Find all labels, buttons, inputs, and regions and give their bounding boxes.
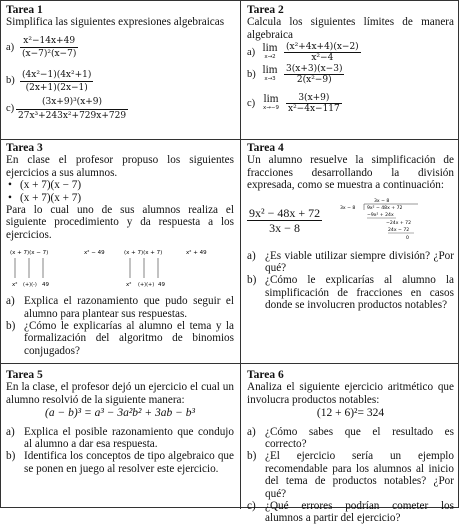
quotient: 3x − 8 <box>374 198 390 204</box>
task-3 <box>6 142 234 357</box>
task-6-question-a <box>247 426 454 451</box>
task-5-question-a <box>6 426 234 451</box>
question-label: b) <box>247 274 257 287</box>
task-4-title: Tarea 4 <box>247 142 284 154</box>
diagram-1-first-term: x² <box>12 282 18 289</box>
limit-word: lim <box>263 92 279 105</box>
diagram-2-result: x² + 49 <box>186 250 207 257</box>
item-label: a) <box>6 41 15 53</box>
item-label: b) <box>247 68 256 80</box>
diagram-1-last-term: 49 <box>42 282 49 289</box>
fraction <box>284 64 344 85</box>
item-label: c) <box>247 97 256 109</box>
limit-word: lim <box>262 63 278 76</box>
denominator: x²−4 <box>311 53 334 64</box>
task-1-item-a <box>6 35 234 61</box>
question-text: Explica el posible razonamiento que condujo al alumno a dar esa respuesta. <box>24 425 234 451</box>
task-6-intro: Analiza el siguiente ejercicio aritmético que involucra productos notables: <box>247 381 454 406</box>
exercise-2: • (x + 7)(x + 7) <box>6 192 234 204</box>
item-label: c) <box>6 103 15 115</box>
task-2-item-c <box>247 93 454 114</box>
numerator: 3(x+9) <box>286 93 342 104</box>
task-6-question-b <box>247 450 454 500</box>
numerator: x²−14x+49 <box>20 35 78 48</box>
limit <box>259 41 281 62</box>
question-text: Explica el razonamiento que pudo seguir el alumno para plantear sus respuestas. <box>24 295 234 320</box>
task-3-question-a <box>6 295 234 320</box>
row-divider <box>1 139 459 140</box>
numerator: (3x+9)³(x+9) <box>16 96 128 109</box>
question-label: b) <box>6 450 16 463</box>
task-3-title: Tarea 3 <box>6 142 43 154</box>
row-divider <box>1 363 459 364</box>
limit-subscript: x→−9 <box>263 104 279 111</box>
limit-subscript: x→3 <box>264 75 276 82</box>
denominator: (x−7)²(x−7) <box>22 49 77 60</box>
task-1-intro: Simplifica las siguientes expresiones algebraicas <box>6 16 225 29</box>
question-label: a) <box>6 295 15 308</box>
remainder: 0 <box>406 235 410 241</box>
question-label: b) <box>247 450 257 463</box>
task-4-intro: Un alumno resuelve la simplificación de fracciones desarrollando la división expresada, como se muestra a continuación: <box>247 154 454 192</box>
numerator: (4x²−1)(4x²+1) <box>20 69 93 82</box>
task-2-title: Tarea 2 <box>247 4 284 16</box>
dividend: 9x² − 48x + 72 <box>367 205 403 211</box>
fraction <box>20 35 78 61</box>
step-3: 24x − 72 <box>388 227 410 233</box>
task-5-title: Tarea 5 <box>6 369 43 381</box>
fraction <box>20 69 93 95</box>
limit-subscript: x→2 <box>264 53 276 60</box>
long-division-work <box>334 196 426 246</box>
student-procedure-diagram <box>6 243 234 293</box>
task-1-item-c <box>6 96 234 122</box>
question-label: c) <box>247 500 256 513</box>
denominator: 27x³+243x²+729x+729 <box>18 110 127 121</box>
question-text: ¿Es viable utilizar siempre división? ¿Por qué? <box>265 249 454 275</box>
question-label: a) <box>6 425 15 438</box>
question-text: ¿Cómo sabes que el resultado es correcto? <box>265 425 454 451</box>
denominator: 2(x²−9) <box>296 75 332 86</box>
task-6-question-c <box>247 500 454 525</box>
task-1-item-b <box>6 69 234 95</box>
numerator: 9x² − 48x + 72 <box>249 206 321 221</box>
task-3-question-b <box>6 320 234 357</box>
diagram-1-signs: (+)(-) <box>23 282 37 289</box>
question-label: a) <box>247 425 256 438</box>
task-2-item-b <box>247 64 454 85</box>
divisor: 3x − 8 <box>340 205 356 211</box>
denominator: x²−4x−117 <box>288 104 340 115</box>
step-1: −9x² + 24x <box>367 212 394 218</box>
diagram-2-signs: (+)(+) <box>138 282 155 289</box>
task-4-question-a <box>247 250 454 275</box>
limit <box>259 92 283 113</box>
question-text: ¿Cómo le explicarías al alumno la simplificación de fracciones en casos donde se involucren productos notables? <box>265 274 454 312</box>
arithmetic-equation: (12 + 6)²= 324 <box>316 407 385 420</box>
exercise-1: • (x + 7)(x − 7) <box>6 179 234 191</box>
diagram-1-result: x² − 49 <box>84 250 105 257</box>
task-4-question-b <box>247 274 454 311</box>
numerator: (x²+4x+4)(x−2) <box>286 42 359 53</box>
task-5 <box>6 369 234 475</box>
question-text: ¿Cómo le explicarías al alumno el tema y la formalización del algoritmo de binomios conjugados? <box>24 320 234 357</box>
item-label: b) <box>6 75 15 87</box>
task-2-intro: Calcula los siguientes límites de manera algebraica <box>247 16 454 41</box>
fraction <box>247 206 322 235</box>
step-2: −24x + 72 <box>386 220 412 226</box>
task-4 <box>247 142 454 312</box>
denominator: 3x − 8 <box>269 221 300 236</box>
task-2-item-a <box>247 42 454 63</box>
column-divider <box>240 1 241 509</box>
question-text: ¿El ejercicio sería un ejemplo recomendable para los alumnos al inicio del tema de productos notables? ¿Por qué? <box>265 450 454 500</box>
task-2 <box>247 4 454 114</box>
fraction <box>284 42 361 63</box>
fraction <box>286 93 342 114</box>
fraction <box>16 96 128 122</box>
task-6-title: Tarea 6 <box>247 369 284 381</box>
numerator: 3(x+3)(x−3) <box>286 64 343 75</box>
task-6 <box>247 369 454 525</box>
question-label: b) <box>6 320 16 333</box>
diagram-1-expression: (x + 7)(x − 7) <box>10 250 49 257</box>
limit <box>259 63 281 84</box>
diagram-2-expression: (x + 7)(x + 7) <box>124 250 163 257</box>
task-5-question-b <box>6 450 234 475</box>
task-3-intro: En clase el profesor propuso los siguientes ejercicios a sus alumnos. <box>6 154 234 179</box>
item-label: a) <box>247 46 256 58</box>
task-3-text: Para lo cual uno de sus alumnos realiza el siguiente procedimiento y da respuesta a los ejercicios. <box>6 204 234 241</box>
diagram-2-first-term: x² <box>126 282 132 289</box>
diagram-2-last-term: 49 <box>158 282 165 289</box>
task-1-title: Tarea 1 <box>6 4 43 16</box>
task-1 <box>6 4 234 122</box>
question-label: a) <box>247 249 256 262</box>
limit-word: lim <box>262 41 278 54</box>
student-equation: (a − b)³ = a³ − 3a²b² + 3ab − b³ <box>45 407 195 420</box>
question-text: Identifica los conceptos de tipo algebraico que se ponen en juego al resolver este ejercicio. <box>24 450 234 475</box>
task-4-work <box>247 196 454 246</box>
task-5-intro: En la clase, el profesor dejó un ejercicio el cual un alumno resolvió de la siguiente manera: <box>6 381 234 406</box>
question-text: ¿Qué errores podrían cometer los alumnos a partir del ejercicio? <box>265 500 454 525</box>
denominator: (2x+1)(2x−1) <box>25 83 88 94</box>
